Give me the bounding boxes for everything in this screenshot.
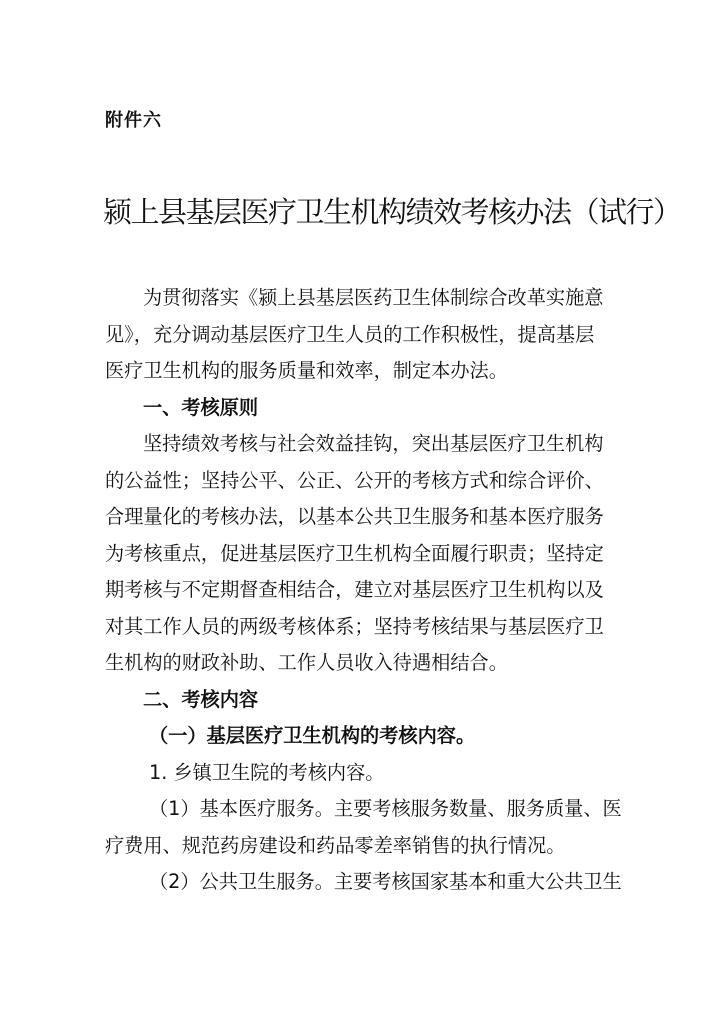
paragraph-line: 对其工作人员的两级考核体系；坚持考核结果与基层医疗卫 [105, 614, 604, 638]
paragraph-line: 生机构的财政补助、工作人员收入待遇相结合。 [105, 651, 508, 674]
document-body [105, 280, 620, 901]
paragraph-line: （1）基本医疗服务。主要考核服务数量、服务质量、医 [149, 797, 622, 820]
paragraph-line: 坚持绩效考核与社会效益挂钩，突出基层医疗卫生机构 [143, 432, 604, 455]
paragraph-line: 的公益性；坚持公平、公正、公开的考核方式和综合评价、 [105, 468, 604, 492]
paragraph-line: 医疗卫生机构的服务质量和效率，制定本办法。 [105, 359, 508, 382]
paragraph-line: （2）公共卫生服务。主要考核国家基本和重大公共卫生 [149, 870, 622, 893]
paragraph-line: 为考核重点，促进基层医疗卫生机构全面履行职责；坚持定 [105, 541, 604, 565]
attachment-label: 附件六 [105, 110, 162, 131]
subsection-heading: （一）基层医疗卫生机构的考核内容。 [149, 724, 476, 747]
section-heading: 一、考核原则 [143, 395, 259, 419]
paragraph-line: 见》，充分调动基层医疗卫生人员的工作积极性，提高基层 [105, 322, 595, 346]
paragraph-line: 为贯彻落实《颍上县基层医药卫生体制综合改革实施意 [143, 286, 604, 309]
paragraph-line: 疗费用、规范药房建设和药品零差率销售的执行情况。 [105, 833, 566, 857]
paragraph-line: 合理量化的考核办法，以基本公共卫生服务和基本医疗服务 [105, 505, 604, 528]
paragraph-line: 期考核与不定期督查相结合，建立对基层医疗卫生机构以及 [105, 578, 604, 601]
document-title: 颍上县基层医疗卫生机构绩效考核办法（试行） [103, 195, 681, 229]
section-heading: 二、考核内容 [143, 687, 259, 711]
item-heading: 1. 乡镇卫生院的考核内容。 [149, 760, 385, 784]
